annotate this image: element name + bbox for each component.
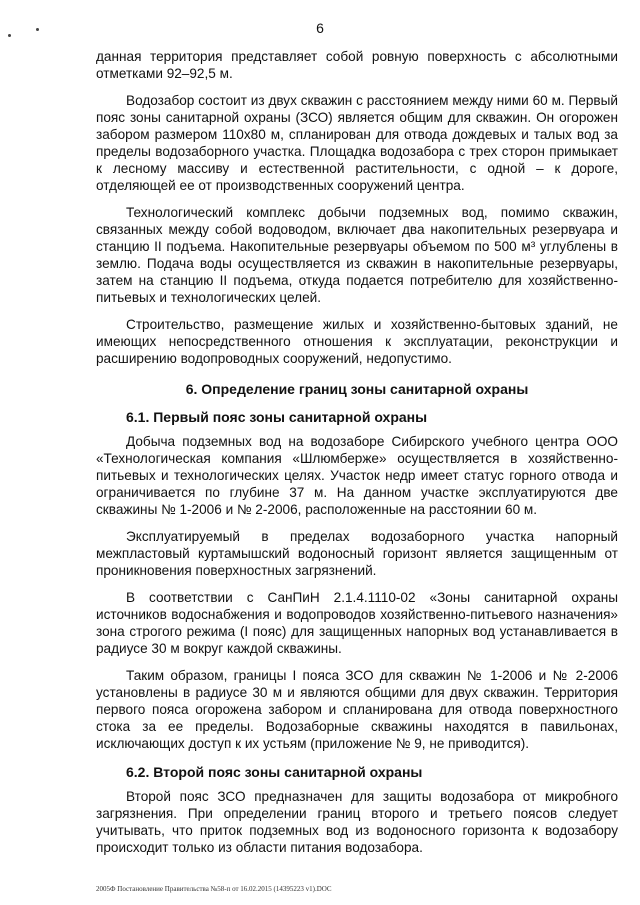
subsection-2-body xyxy=(96,788,618,856)
document-body xyxy=(96,48,618,866)
paragraph: Эксплуатируемый в пределах водозаборного участка напорный межпластовый куртамышский водоносный горизонт является защищенным от проникновения поверхностных загрязнений. xyxy=(96,529,618,578)
intro-section xyxy=(96,48,618,367)
paragraph: Второй пояс ЗСО предназначен для защиты водозабора от микробного загрязнения. При определении границ второго и третьего поясов следует учитывать, что приток подземных вод из водоносного горизонта к водозабору происходит только из области питания водозабора. xyxy=(96,789,618,855)
subsection-1-body xyxy=(96,433,618,752)
document-footer: 2005Ф Постановление Правительства №58-п от 16.02.2015 (14395223 v1).DOC xyxy=(96,885,332,893)
paragraph: Водозабор состоит из двух скважин с расстоянием между ними 60 м. Первый пояс зоны санитарной охраны (ЗСО) является общим для скважин. Он огорожен забором размером 110х80 м, спланирован для отвода дождевых и талых вод за пределы водозаборного участка. Площадка водозабора с трех сторон примыкает к лесному массиву и естественной растительности, с одной – к дороге, отделяющей ее от производственных сооружений центра. xyxy=(96,93,618,193)
subsection-1-title: 6.1. Первый пояс зоны санитарной охраны xyxy=(126,409,428,425)
paragraph: В соответствии с СанПиН 2.1.4.1110-02 «Зоны санитарной охраны источников водоснабжения и водопроводов хозяйственно-питьевого назначения» зона строгого режима (I пояс) для защищенных напорных вод устанавливается в радиусе 30 м вокруг каждой скважины. xyxy=(96,590,618,656)
paragraph: Строительство, размещение жилых и хозяйственно-бытовых зданий, не имеющих непосредственного отношения к эксплуатации, реконструкции и расширению водопроводных сооружений, недопустимо. xyxy=(96,317,618,366)
paragraph: данная территория представляет собой ровную поверхность с абсолютными отметками 92–92,5 м. xyxy=(96,49,618,81)
paragraph: Технологический комплекс добычи подземных вод, помимо скважин, связанных между собой водоводом, включает два накопительных резервуара и станцию II подъема. Накопительные резервуары объемом по 500 м³ углублены в землю. Подача воды осуществляется из скважин в накопительные резервуары, затем на станцию II подъема, откуда подается потребителю для хозяйственно-питьевых и технологических целей. xyxy=(96,205,618,305)
page-number: 6 xyxy=(316,20,324,36)
section-title: 6. Определение границ зоны санитарной охраны xyxy=(185,381,529,397)
subsection-2-title: 6.2. Второй пояс зоны санитарной охраны xyxy=(126,764,423,780)
paragraph: Добыча подземных вод на водозаборе Сибирского учебного центра ООО «Технологическая компания «Шлюмберже» осуществляется в хозяйственно-питьевых и технологических целях. Участок недр имеет статус горного отвода и ограничивается по глубине 37 м. На данном участке эксплуатируются две скважины № 1-2006 и № 2-2006, расположенные на расстоянии 60 м. xyxy=(96,434,618,517)
paragraph: Таким образом, границы I пояса ЗСО для скважин № 1-2006 и № 2-2006 установлены в радиусе 30 м и являются общими для двух скважин. Территория первого пояса огорожена забором и спланирована для отвода поверхностного стока за ее пределы. Водозаборные скважины находятся в павильонах, исключающих доступ к их устьям (приложение № 9, не приводится). xyxy=(96,668,618,751)
